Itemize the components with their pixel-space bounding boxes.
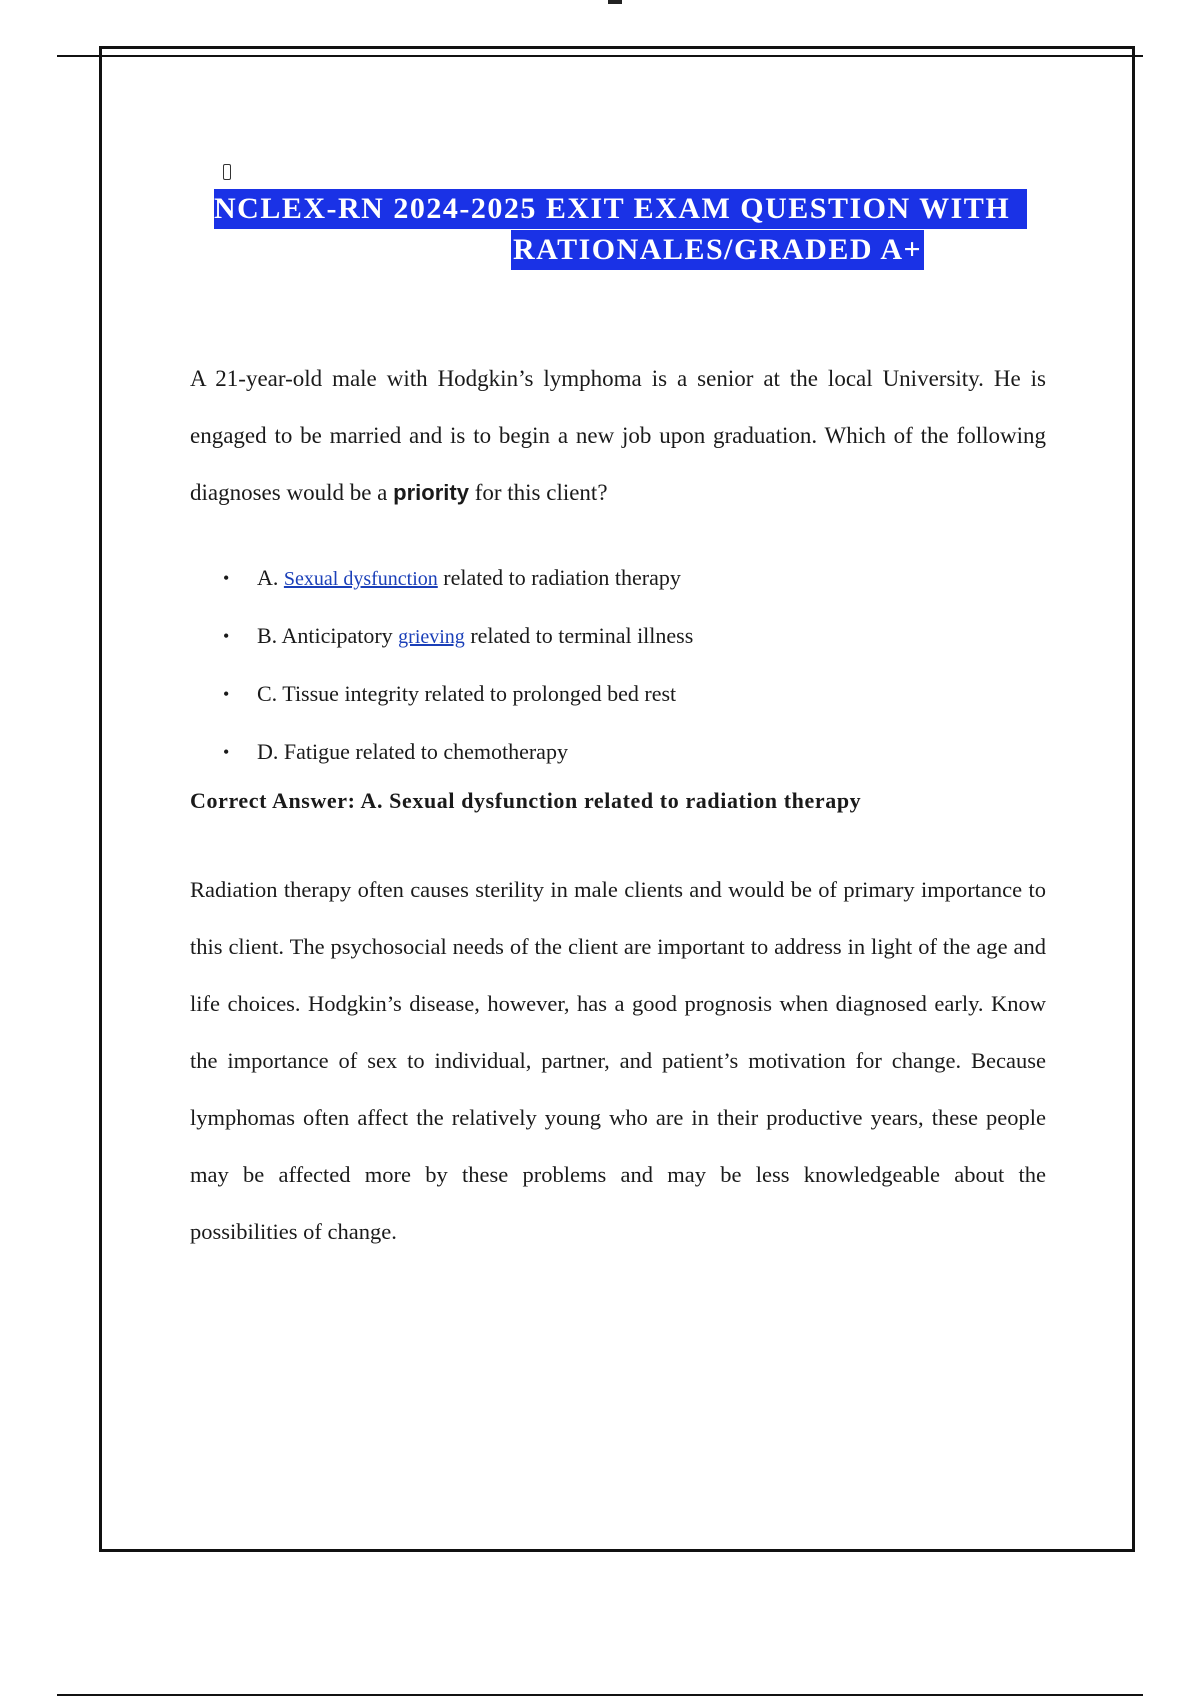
- footer-rule: [57, 1694, 1143, 1696]
- bullet-icon: •: [223, 626, 230, 646]
- option-d: [190, 723, 1046, 781]
- option-c-text: C. Tissue integrity related to prolonged bed rest: [257, 681, 677, 706]
- bullet-icon: •: [223, 684, 230, 704]
- page-top-mark: [608, 0, 622, 4]
- correct-answer: Correct Answer: A. Sexual dysfunction related to radiation therapy: [190, 788, 862, 813]
- question-text-end: for this client?: [468, 480, 608, 505]
- option-a-suffix: related to radiation therapy: [437, 565, 681, 590]
- question-text-start: A 21-year-old male with Hodgkin’s lymphoma is a senior at the local University. He is engaged to be married and is to begin a new job upon graduation. Which of the following diagnoses would be a: [190, 366, 1046, 505]
- title-line-1: NCLEX-RN 2024-2025 EXIT EXAM QUESTION WITH: [214, 189, 1027, 229]
- question-emphasis: priority: [393, 480, 469, 505]
- option-a: [190, 549, 1046, 607]
- bullet-icon: •: [223, 568, 230, 588]
- option-a-prefix: A.: [257, 565, 284, 590]
- document-title: [214, 189, 1036, 266]
- missing-glyph-icon: [223, 164, 231, 180]
- rationale-text: Radiation therapy often causes sterility in male clients and would be of primary importance to this client. The psychosocial needs of the client are important to address in light of the age and life choices. Hodgkin’s disease, however, has a good prognosis when diagnosed early. Know the importance of sex to individual, partner, and patient’s motivation for change. Because lymphomas often affect the relatively young who are in their productive years, these people may be affected more by these problems and may be less knowledgeable about the possibilities of change.: [190, 877, 1046, 1244]
- frame-double-line: [102, 56, 1132, 57]
- question-text: [190, 350, 1046, 521]
- document-body: [190, 350, 1046, 1260]
- option-b-link[interactable]: grieving: [398, 626, 465, 648]
- answer-options: [190, 549, 1046, 781]
- option-b-prefix: B. Anticipatory: [257, 623, 399, 648]
- bullet-icon: •: [223, 742, 230, 762]
- option-b: [190, 607, 1046, 665]
- option-d-text: D. Fatigue related to chemotherapy: [257, 739, 568, 764]
- option-b-suffix: related to terminal illness: [464, 623, 694, 648]
- option-a-link[interactable]: Sexual dysfunction: [283, 568, 438, 590]
- option-c: [190, 665, 1046, 723]
- title-line-2: RATIONALES/GRADED A+: [511, 230, 924, 270]
